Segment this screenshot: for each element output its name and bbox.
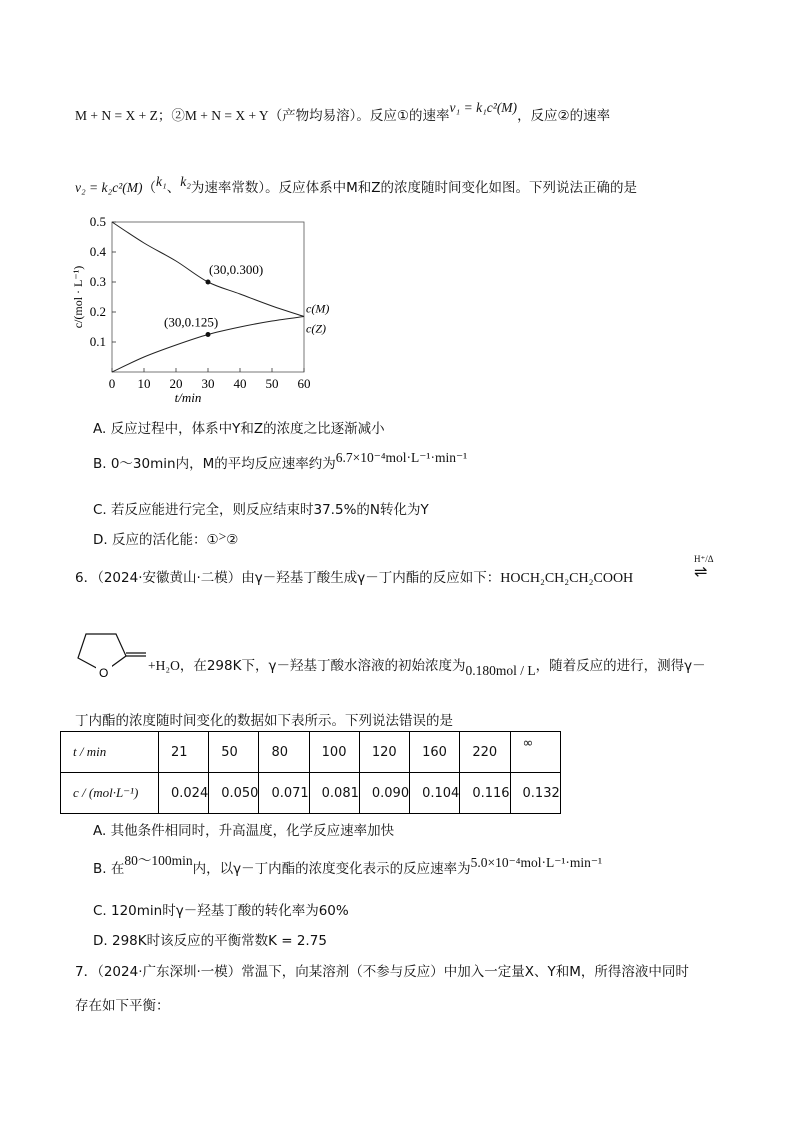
table-cell: 0.104 <box>410 773 460 814</box>
q6-stem-b3: ，随着反应的进行，测得γ－ <box>535 658 706 674</box>
q6-option-c[interactable]: C. 120min时γ－羟基丁酸的转化率为60% <box>93 903 349 919</box>
option-d-text: D. 反应的活化能：① <box>93 532 219 548</box>
table-cell: 0.116 <box>460 773 510 814</box>
q6-number: 6． <box>75 570 98 586</box>
y-tick-label: 0.5 <box>89 214 106 229</box>
option-b-text: B. 0～30min内，M的平均反应速率约为 <box>93 456 336 472</box>
q6-line1 <box>75 566 633 587</box>
water-term: +H₂O <box>148 658 180 673</box>
table-header-concentration: c / (mol·L⁻¹) <box>61 773 159 814</box>
q6-source: （2024·安徽黄山·二模） <box>97 570 242 586</box>
series-line-m <box>112 222 304 317</box>
ring-oxygen: O <box>99 666 109 680</box>
q5-option-b[interactable] <box>93 452 467 472</box>
rate-law-1: v₁ = k₁c²(M) <box>449 100 518 115</box>
butyrolactone-structure-icon <box>70 628 160 680</box>
table-cell: 0.132 <box>510 773 560 814</box>
equation-2: M + N = X + Y <box>184 108 269 123</box>
k-note-open: （ <box>142 180 157 196</box>
table-cell: 120 <box>359 732 409 773</box>
initial-concentration: 0.180mol / L <box>465 663 536 678</box>
x-axis-label: t/min <box>174 390 202 405</box>
greater-than: > <box>218 529 227 544</box>
plot-frame <box>112 222 304 372</box>
q5-option-c[interactable]: C. 若反应能进行完全，则反应结束时37.5%的N转化为Y <box>93 502 429 518</box>
q7-line2: 存在如下平衡： <box>75 998 170 1014</box>
catalyst-label: H⁺/Δ <box>694 554 714 564</box>
q5-line1 <box>75 100 611 124</box>
x-tick-label: 60 <box>297 376 311 391</box>
table-cell: 0.071 <box>259 773 309 814</box>
rate-tail: ，反应②的速率 <box>517 108 611 124</box>
reactant-formula: HOCH₂CH₂CH₂COOH <box>500 571 634 586</box>
k-note-close: 为速率常数）。反应体系中M和Z的浓度随时间变化如图。下列说法正确的是 <box>190 180 638 196</box>
data-point <box>206 280 211 285</box>
table-cell: 0.090 <box>359 773 409 814</box>
x-tick-label: 10 <box>137 376 151 391</box>
table-cell: 0.024 <box>159 773 209 814</box>
series-label: c(Z) <box>306 321 326 336</box>
k2: k₂ <box>180 174 191 189</box>
product-note: （产物均易溶）。反应①的速率 <box>268 108 450 124</box>
table-cell: 100 <box>309 732 359 773</box>
option-b-value: 6.7×10⁻⁴mol·L⁻¹·min⁻¹ <box>335 450 468 465</box>
y-tick-label: 0.1 <box>89 334 106 349</box>
table-cell: 160 <box>410 732 460 773</box>
q7-line1: 7．（2024·广东深圳·一模）常温下，向某溶剂（不参与反应）中加入一定量X、Y和M，所得溶液中同时 <box>75 964 689 980</box>
table-header-time: t / min <box>61 732 159 773</box>
option-d-tail: ② <box>226 532 239 548</box>
point-annotation: (30,0.125) <box>164 314 219 330</box>
q6-option-b[interactable] <box>93 853 603 877</box>
y-axis-label: c/(mol · L⁻¹) <box>71 265 85 329</box>
option-b-text: B. 在 <box>93 861 125 877</box>
q6-stem-b: ，在298K下， <box>179 658 269 674</box>
table-cell: 0.050 <box>209 773 259 814</box>
series-label: c(M) <box>306 301 330 316</box>
table-cell: 21 <box>159 732 209 773</box>
option-b-mid: 内，以γ－丁内酯的浓度变化表示的反应速率为 <box>192 861 471 877</box>
data-point <box>206 332 211 337</box>
q5-option-d[interactable] <box>93 528 238 548</box>
q6-line3: 丁内酯的浓度随时间变化的数据如下表所示。下列说法错误的是 <box>75 713 453 729</box>
lactone-concentration-table <box>60 731 561 814</box>
point-annotation: (30,0.300) <box>209 262 264 277</box>
q6-stem: 由γ－羟基丁酸生成γ－丁内酯的反应如下： <box>241 570 501 586</box>
equation-1: M + N = X + Z <box>75 108 158 123</box>
table-cell: 220 <box>460 732 510 773</box>
q5-option-a[interactable]: A. 反应过程中，体系中Y和Z的浓度之比逐渐减小 <box>93 421 385 437</box>
x-tick-label: 50 <box>265 376 279 391</box>
time-range: 80～100min <box>124 853 193 868</box>
table-row-concentration <box>61 773 561 814</box>
x-tick-label: 30 <box>201 376 215 391</box>
table-cell: 80 <box>259 732 309 773</box>
y-tick-label: 0.2 <box>89 304 106 319</box>
equilibrium-arrow: ⇌ <box>694 562 708 581</box>
q5-line2 <box>75 176 637 196</box>
q6-option-d[interactable]: D. 298K时该反应的平衡常数K = 2.75 <box>93 933 327 949</box>
k1: k₁ <box>156 174 167 189</box>
q6-stem-b2: γ－羟基丁酸水溶液的初始浓度为 <box>268 658 466 674</box>
y-tick-label: 0.3 <box>89 274 106 289</box>
x-tick-label: 40 <box>233 376 247 391</box>
option-b-value: 5.0×10⁻⁴mol·L⁻¹·min⁻¹ <box>470 855 603 870</box>
table-row-time <box>61 732 561 773</box>
x-tick-label: 0 <box>108 376 116 391</box>
separator: ；② <box>157 108 185 123</box>
table-cell: 0.081 <box>309 773 359 814</box>
table-cell: 50 <box>209 732 259 773</box>
concentration-time-chart <box>70 212 330 407</box>
table-cell: ∞ <box>510 732 560 773</box>
y-tick-label: 0.4 <box>89 244 106 259</box>
q6-option-a[interactable]: A. 其他条件相同时，升高温度，化学反应速率加快 <box>93 823 395 839</box>
rate-law-2: v₂ = k₂c²(M) <box>75 180 143 195</box>
q6-line2 <box>148 654 706 678</box>
x-tick-label: 20 <box>169 376 183 391</box>
k-sep: 、 <box>166 180 181 196</box>
